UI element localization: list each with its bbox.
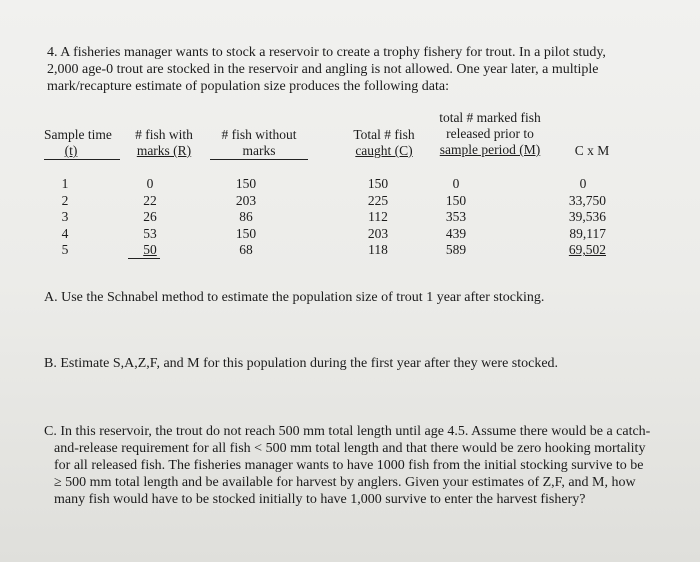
column-C — [358, 176, 398, 259]
cell-M: 589 — [445, 242, 467, 258]
header-cxm: C x M — [574, 143, 610, 158]
header-without-sub: marks — [242, 143, 276, 158]
header-caught — [344, 127, 424, 159]
cell-M: 0 — [452, 176, 460, 191]
cell-R: 53 — [143, 225, 157, 241]
cell-t: 5 — [61, 242, 69, 258]
cell-CxM: 33,750 — [568, 192, 606, 208]
header-without-label: # fish without — [221, 127, 297, 142]
header-released-line1: total # marked fish — [439, 110, 541, 125]
cell-R: 0 — [146, 176, 154, 191]
header-sample-time — [44, 127, 120, 159]
header-released — [428, 110, 552, 158]
header-rule-without — [210, 159, 308, 160]
cell-without: 68 — [239, 242, 253, 258]
cell-t: 4 — [61, 225, 69, 241]
cell-M: 353 — [445, 209, 467, 225]
cell-C: 112 — [368, 209, 388, 225]
column-without — [226, 176, 266, 259]
cell-without: 203 — [235, 192, 257, 208]
column-M — [436, 176, 476, 259]
column-R-rule — [128, 258, 160, 259]
column-t — [54, 176, 76, 259]
cell-C: 225 — [367, 192, 389, 208]
cell-t: 2 — [61, 192, 69, 208]
cell-CxM: 39,536 — [568, 209, 606, 225]
cell-CxM: 89,117 — [569, 225, 606, 241]
cell-R: 50 — [143, 242, 157, 258]
cell-t: 3 — [61, 209, 69, 225]
cell-C: 203 — [367, 225, 389, 241]
header-sample-time-sub: (t) — [64, 143, 78, 158]
header-rule-t — [44, 159, 120, 160]
cell-R: 22 — [143, 192, 157, 208]
column-CxM — [540, 176, 606, 259]
header-marks-sub: marks (R) — [136, 143, 192, 158]
header-sample-time-label: Sample time — [44, 127, 112, 142]
cell-without: 150 — [235, 176, 257, 191]
question-c: C. In this reservoir, the trout do not reach 500 mm total length until age 4.5. Assume there would be a catch-and-release requirement for all fish < 500 mm total length and that there would be zero hooking mortality for all released fish. The fisheries manager wants to have 1000 fish from the initial stocking survive to be ≥ 500 mm total length and be available for harvest by anglers. Given your estimates of Z,F, and M, how many fish would have to be stocked initially to have 1,000 survive to enter the harvest fishery? — [44, 424, 651, 507]
problem-intro: 4. A fisheries manager wants to stock a reservoir to create a trophy fishery for trout. In a pilot study, 2,000 age-0 trout are stocked in the reservoir and angling is not allowed. One year later, a multiple mark/recapture estimate of population size produces the following data: — [47, 45, 606, 94]
cell-M: 150 — [445, 192, 467, 208]
header-marks — [124, 127, 204, 159]
cell-R: 26 — [143, 209, 157, 225]
header-caught-sub: caught (C) — [355, 143, 413, 158]
header-released-line2: released prior to — [446, 126, 534, 141]
cell-t: 1 — [61, 176, 69, 191]
cell-CxM: 69,502 — [568, 242, 606, 258]
column-R — [128, 176, 172, 259]
header-caught-label: Total # fish — [353, 127, 415, 142]
question-a: A. Use the Schnabel method to estimate the population size of trout 1 year after stocking. — [44, 290, 545, 305]
cell-without: 86 — [239, 209, 253, 225]
cell-C: 150 — [367, 176, 389, 191]
cell-without: 150 — [235, 225, 257, 241]
cell-CxM: 0 — [579, 176, 587, 191]
question-b: B. Estimate S,A,Z,F, and M for this population during the first year after they were stocked. — [44, 356, 559, 371]
cell-C: 118 — [368, 242, 388, 258]
header-released-line3: sample period (M) — [439, 142, 541, 157]
cell-M: 439 — [445, 225, 467, 241]
header-marks-label: # fish with — [135, 127, 193, 142]
header-without — [210, 127, 308, 159]
